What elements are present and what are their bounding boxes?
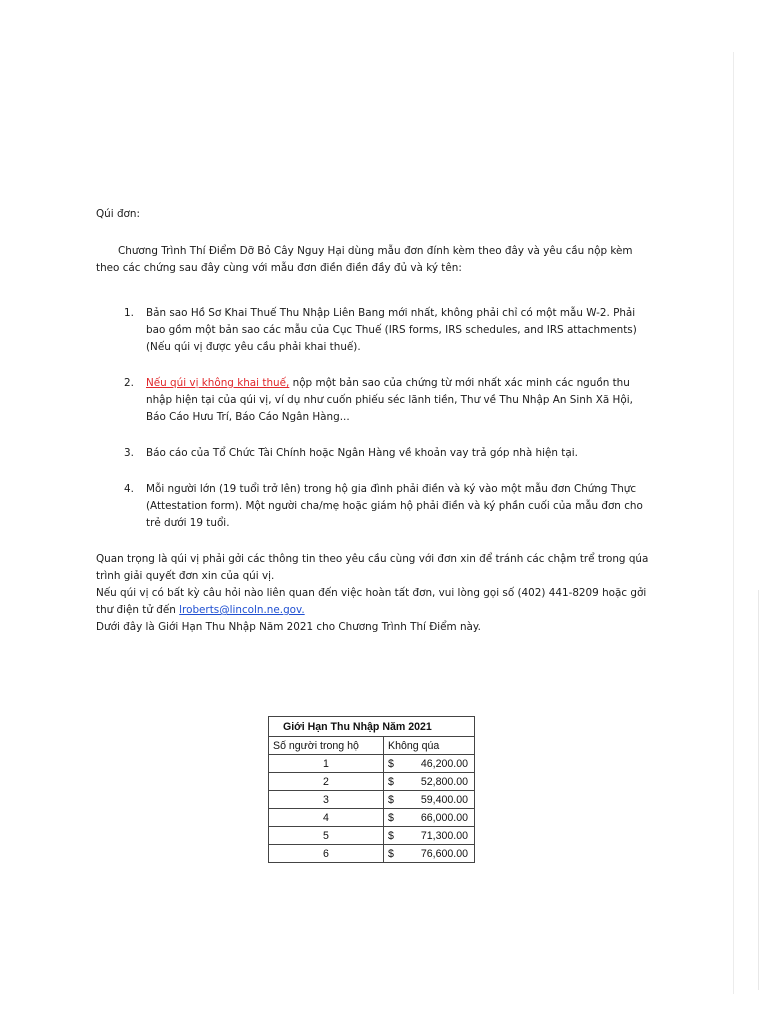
contact-paragraph (96, 585, 656, 619)
limit-amount: 71,300.00 (420, 829, 468, 842)
table-row (269, 791, 475, 809)
salutation: Qúi đơn: (96, 208, 140, 220)
list-item (96, 481, 656, 532)
currency-symbol: $ (388, 775, 394, 788)
limit-cell (384, 791, 475, 809)
list-item-text: Bản sao Hồ Sơ Khai Thuế Thu Nhập Liên Bang mới nhất, không phải chỉ có một mẫu W-2. Phải bao gồm một bản sao các mẫu của Cục Thuế (IRS forms, IRS schedules, and IRS attachments) (Nếu qúi vị được yêu cầu phải khai thuế). (146, 307, 637, 353)
currency-symbol: $ (388, 757, 394, 770)
table-row (269, 773, 475, 791)
table-row (269, 845, 475, 863)
limit-cell (384, 827, 475, 845)
table-row (269, 827, 475, 845)
limit-amount: 76,600.00 (420, 847, 468, 860)
requirements-list (96, 305, 656, 532)
household-size-cell: 1 (269, 755, 384, 773)
page-edge (733, 52, 734, 994)
email-link[interactable]: lroberts@lincoln.ne.gov. (179, 604, 305, 616)
limit-amount: 46,200.00 (420, 757, 468, 770)
limit-cell (384, 809, 475, 827)
household-size-cell: 4 (269, 809, 384, 827)
limit-amount: 66,000.00 (420, 811, 468, 824)
currency-symbol: $ (388, 847, 394, 860)
currency-symbol: $ (388, 793, 394, 806)
limit-cell (384, 845, 475, 863)
column-header-household-size: Số người trong hộ (269, 737, 384, 755)
household-size-cell: 2 (269, 773, 384, 791)
list-item-text: Mỗi người lớn (19 tuổi trở lên) trong hộ gia đình phải điền và ký vào một mẫu đơn Chứng Thực (Attestation form). Một người cha/mẹ hoặc giám hộ phải điền và ký phần cuối của mẫu đơn cho trẻ dưới 19 tuổi. (146, 483, 643, 529)
income-limit-intro: Dưới đây là Giới Hạn Thu Nhập Năm 2021 cho Chương Trình Thí Điểm này. (96, 621, 481, 633)
table-row (269, 755, 475, 773)
list-item-text: Báo cáo của Tổ Chức Tài Chính hoặc Ngân Hàng về khoản vay trả góp nhà hiện tại. (146, 447, 578, 459)
list-number: 2. (124, 377, 134, 389)
table-title: Giới Hạn Thu Nhập Năm 2021 (269, 717, 475, 737)
currency-symbol: $ (388, 811, 394, 824)
list-number: 1. (124, 307, 134, 319)
list-number: 4. (124, 483, 134, 495)
list-item (96, 375, 656, 426)
important-note: Quan trọng là qúi vị phải gởi các thông tin theo yêu cầu cùng với đơn xin để tránh các chậm trể trong qúa trình giải quyết đơn xin của qúi vị. (96, 553, 649, 582)
list-item (96, 305, 656, 356)
list-number: 3. (124, 447, 134, 459)
letter-body (96, 206, 656, 636)
household-size-cell: 3 (269, 791, 384, 809)
no-tax-filing-link[interactable]: Nếu qúi vị không khai thuế, (146, 377, 290, 389)
list-item (96, 445, 656, 462)
limit-amount: 52,800.00 (420, 775, 468, 788)
table-title-row (269, 717, 475, 737)
limit-cell (384, 755, 475, 773)
scroll-track (758, 590, 759, 990)
table-row (269, 809, 475, 827)
income-limit-table (268, 716, 475, 863)
column-header-limit: Không qúa (384, 737, 475, 755)
intro-paragraph: Chương Trình Thí Điểm Dỡ Bỏ Cây Nguy Hại dùng mẫu đơn đính kèm theo đây và yêu cầu nộp kèm theo các chứng sau đây cùng với mẫu đơn điền điền đầy đủ và ký tên: (96, 245, 633, 274)
limit-cell (384, 773, 475, 791)
list-item-text: nộp một bản sao của chứng từ mới nhất xác minh các nguồn thu nhập hiện tại của qúi vị, ví dụ như cuốn phiếu séc lãnh tiền, Thư về Thu Nhập An Sinh Xã Hội, Báo Cáo Hưu Trí, Báo Cáo Ngân Hàng... (146, 377, 633, 423)
table-header-row (269, 737, 475, 755)
contact-text: Nếu qúi vị có bất kỳ câu hỏi nào liên quan đến việc hoàn tất đơn, vui lòng gọi số (402) 441-8209 hoặc gởi thư điện tử đến (96, 587, 647, 616)
household-size-cell: 6 (269, 845, 384, 863)
limit-amount: 59,400.00 (420, 793, 468, 806)
currency-symbol: $ (388, 829, 394, 842)
household-size-cell: 5 (269, 827, 384, 845)
